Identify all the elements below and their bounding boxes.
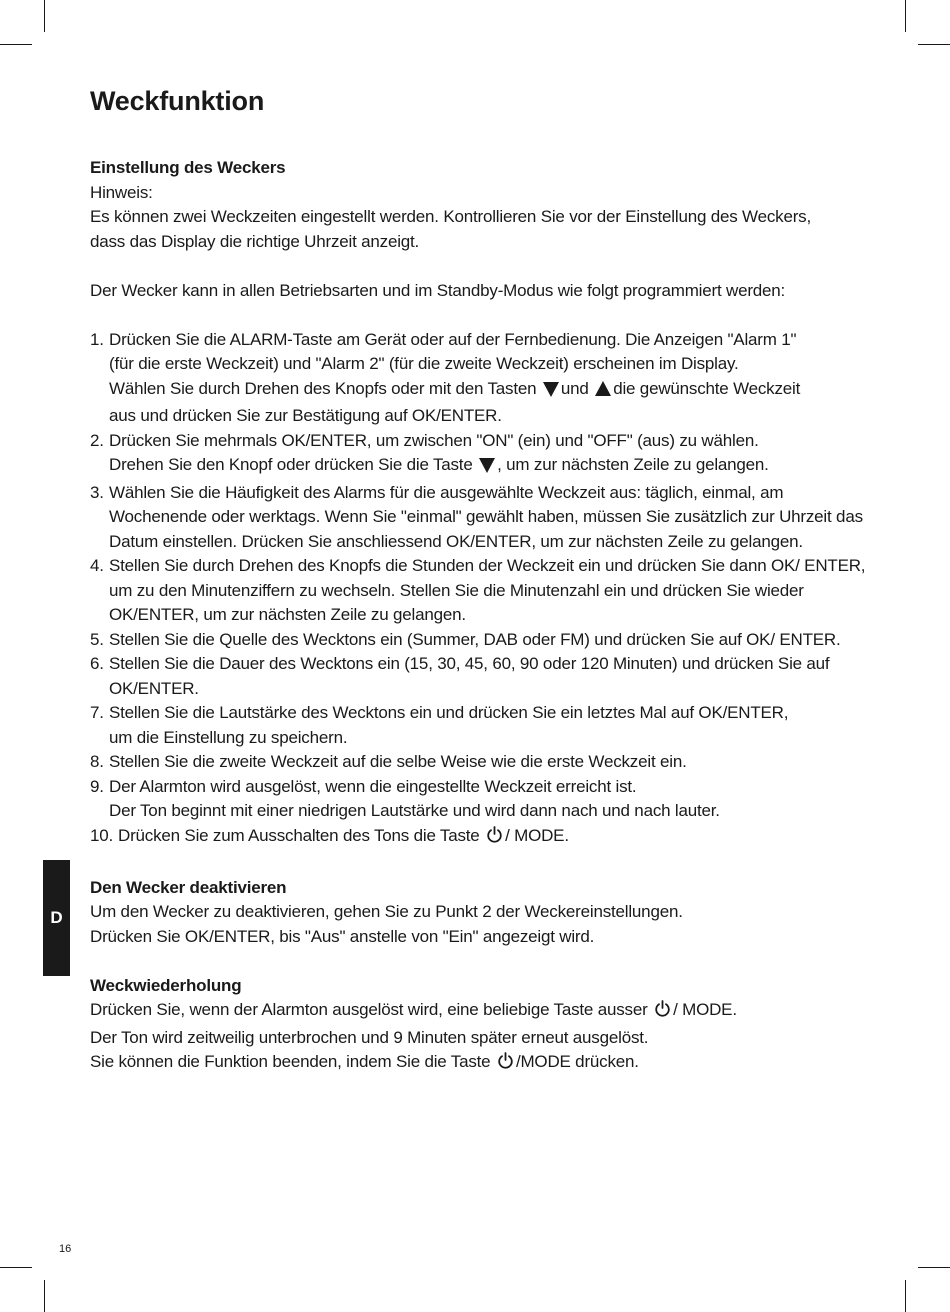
list-item: 6. Stellen Sie die Dauer des Wecktons ein (15, 30, 45, 60, 90 oder 120 Minuten) und drücken Sie auf OK/ENTER. [90, 654, 830, 698]
triangle-down-icon [543, 380, 559, 405]
setup-heading: Einstellung des Weckers [90, 158, 286, 177]
list-item: 10. Drücken Sie zum Ausschalten des Tons die Taste / MODE. [90, 824, 870, 852]
triangle-down-icon [479, 456, 495, 481]
deactivate-heading: Den Wecker deaktivieren [90, 877, 287, 897]
crop-mark [918, 44, 950, 45]
list-item: 1. Drücken Sie die ALARM-Taste am Gerät oder auf der Fernbedienung. Die Anzeigen "Alarm 1" (für die erste Weckzeit) und "Alarm 2" (für die zweite Weckzeit) erscheinen im Display. Wählen Sie durch Drehen des Knopfs oder mit den Tasten und die gewünschte Weckzeit aus und drücken Sie zur Bestätigung auf OK/ENTER. [90, 329, 801, 425]
page-number: 16 [59, 1243, 72, 1255]
snooze-line: Sie können die Funktion beenden, indem Sie die Taste /MODE drücken. [90, 1050, 870, 1078]
note-line: Es können zwei Weckzeiten eingestellt werden. Kontrollieren Sie vor der Einstellung des Weckers, [90, 207, 811, 226]
crop-mark [0, 44, 32, 45]
setup-steps [90, 328, 870, 852]
list-item: 7. Stellen Sie die Lautstärke des Wecktons ein und drücken Sie ein letztes Mal auf OK/ENTER, um die Einstellung zu speichern. [90, 703, 789, 747]
snooze-line: Drücken Sie, wenn der Alarmton ausgelöst wird, eine beliebige Taste ausser / MODE. [90, 998, 870, 1026]
crop-mark [44, 0, 45, 32]
crop-mark [918, 1267, 950, 1268]
list-item: 8. Stellen Sie die zweite Weckzeit auf die selbe Weise wie die erste Weckzeit ein. [90, 752, 687, 771]
note-label: Hinweis: [90, 182, 153, 202]
snooze-heading: Weckwiederholung [90, 975, 242, 995]
language-tab: D [43, 860, 70, 976]
deactivate-line: Drücken Sie OK/ENTER, bis "Aus" anstelle von "Ein" angezeigt wird. [90, 926, 595, 946]
power-icon [486, 826, 503, 852]
power-icon [654, 1000, 671, 1026]
page-title: Weckfunktion [90, 86, 265, 116]
snooze-line: Der Ton wird zeitweilig unterbrochen und 9 Minuten später erneut ausgelöst. [90, 1027, 649, 1047]
crop-mark [905, 1280, 906, 1312]
note-line: dass das Display die richtige Uhrzeit anzeigt. [90, 231, 420, 251]
list-item: 3. Wählen Sie die Häufigkeit des Alarms für die ausgewählte Weckzeit aus: täglich, einmal, am Wochenende oder werktags. Wenn Sie "einmal" gewählt haben, müssen Sie zusätzlich zur Uhrzeit das Datum einstellen. Drücken Sie anschliessend OK/ENTER, um zur nächsten Zeile zu gelangen. [90, 482, 863, 551]
crop-mark [0, 1267, 32, 1268]
power-icon [497, 1052, 514, 1078]
page-content [90, 84, 870, 1078]
list-item: 2. Drücken Sie mehrmals OK/ENTER, um zwischen "ON" (ein) und "OFF" (aus) zu wählen. Drehen Sie den Knopf oder drücken Sie die Taste , um zur nächsten Zeile zu gelangen. [90, 429, 870, 481]
deactivate-line: Um den Wecker zu deaktivieren, gehen Sie zu Punkt 2 der Weckereinstellungen. [90, 902, 683, 921]
setup-intro: Der Wecker kann in allen Betriebsarten und im Standby-Modus wie folgt programmiert werden: [90, 280, 786, 300]
list-item: 5. Stellen Sie die Quelle des Wecktons ein (Summer, DAB oder FM) und drücken Sie auf OK/ ENTER. [90, 629, 841, 649]
crop-mark [905, 0, 906, 32]
triangle-up-icon [595, 380, 611, 405]
crop-mark [44, 1280, 45, 1312]
list-item: 4. Stellen Sie durch Drehen des Knopfs die Stunden der Weckzeit ein und drücken Sie dann OK/ ENTER, um zu den Minutenziffern zu wechseln. Stellen Sie die Minutenzahl ein und drücken Sie wieder OK/ENTER, um zur nächsten Zeile zu gelangen. [90, 556, 866, 624]
list-item: 9. Der Alarmton wird ausgelöst, wenn die eingestellte Weckzeit erreicht ist. Der Ton beginnt mit einer niedrigen Lautstärke und wird dann nach und nach lauter. [90, 776, 720, 820]
